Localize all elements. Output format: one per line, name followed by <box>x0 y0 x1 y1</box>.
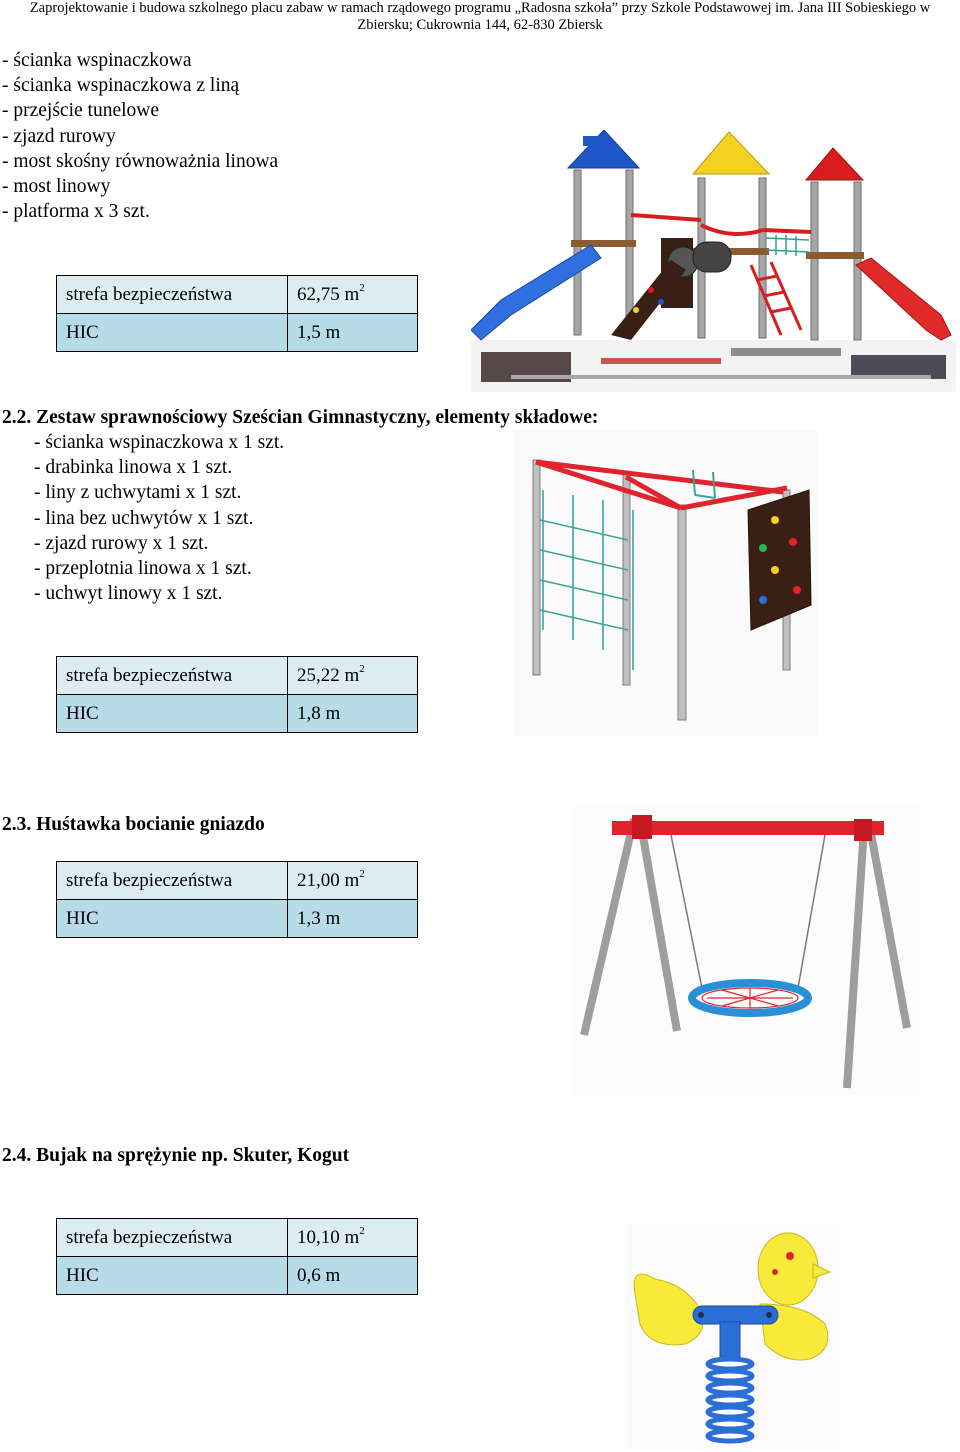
section3-heading <box>2 812 265 837</box>
hic-label: HIC <box>57 314 288 352</box>
section-title: Huśtawka bocianie gniazdo <box>36 814 265 835</box>
list-item: - lina bez uchwytów x 1 szt. <box>34 507 254 529</box>
hic-value: 0,6 m <box>288 1257 418 1295</box>
safety-zone-value: 10,10 $m^2$ <box>288 1219 418 1257</box>
list-item: - liny z uchwytami x 1 szt. <box>34 482 242 504</box>
section-number: 2.4. <box>2 1145 32 1166</box>
list-item: - zjazd rurowy x 1 szt. <box>34 532 209 554</box>
section-number: 2.2. <box>2 407 32 428</box>
list-item: - platforma x 3 szt. <box>2 201 150 223</box>
section1-spec-table <box>56 275 418 352</box>
hic-value: 1,8 m <box>288 695 418 733</box>
safety-zone-label: strefa bezpieczeństwa <box>57 657 288 695</box>
safety-zone-value: 62,75 $m^2$ <box>288 276 418 314</box>
section-title: Zestaw sprawnościowy Sześcian Gimnastyczny, elementy składowe: <box>36 407 599 428</box>
hic-label: HIC <box>57 695 288 733</box>
spring-rider-duck-illustration <box>625 1224 840 1450</box>
stork-nest-swing-illustration <box>572 803 920 1095</box>
section-number: 2.3. <box>2 814 32 835</box>
list-item: - zjazd rurowy <box>2 125 116 147</box>
hic-label: HIC <box>57 900 288 938</box>
gymnastic-cube-illustration <box>513 430 818 736</box>
header-line-2: Zbiersku; Cukrownia 144, 62-830 Zbiersk <box>357 17 603 33</box>
list-item: - most skośny równoważnia linowa <box>2 150 279 172</box>
list-item: - uchwyt linowy x 1 szt. <box>34 583 223 605</box>
section2-spec-table <box>56 656 418 733</box>
section-title: Bujak na sprężynie np. Skuter, Kogut <box>36 1145 350 1166</box>
section2-list <box>34 430 284 606</box>
list-item: - most linowy <box>2 176 111 198</box>
list-item: - drabinka linowa x 1 szt. <box>34 457 233 479</box>
hic-value: 1,5 m <box>288 314 418 352</box>
document-header <box>0 0 960 34</box>
section4-heading <box>2 1143 349 1168</box>
safety-zone-label: strefa bezpieczeństwa <box>57 862 288 900</box>
section2-heading <box>2 405 598 430</box>
playground-set-illustration <box>471 90 956 392</box>
list-item: - przejście tunelowe <box>2 100 160 122</box>
safety-zone-value: 25,22 $m^2$ <box>288 657 418 695</box>
hic-value: 1,3 m <box>288 900 418 938</box>
safety-zone-label: strefa bezpieczeństwa <box>57 1219 288 1257</box>
section3-spec-table <box>56 861 418 938</box>
section4-spec-table <box>56 1218 418 1295</box>
hic-label: HIC <box>57 1257 288 1295</box>
list-item: - przeplotnia linowa x 1 szt. <box>34 558 252 580</box>
list-item: - ścianka wspinaczkowa <box>2 50 192 71</box>
safety-zone-label: strefa bezpieczeństwa <box>57 276 288 314</box>
list-item: - ścianka wspinaczkowa x 1 szt. <box>34 432 285 453</box>
section1-list <box>2 48 278 224</box>
safety-zone-value: 21,00 $m^2$ <box>288 862 418 900</box>
header-line-1: Zaprojektowanie i budowa szkolnego placu zabaw w ramach rządowego programu „Radosna szkoła” przy Szkole Podstawowej im. Jana III Sobieskiego w <box>29 0 931 16</box>
list-item: - ścianka wspinaczkowa z liną <box>2 75 240 97</box>
